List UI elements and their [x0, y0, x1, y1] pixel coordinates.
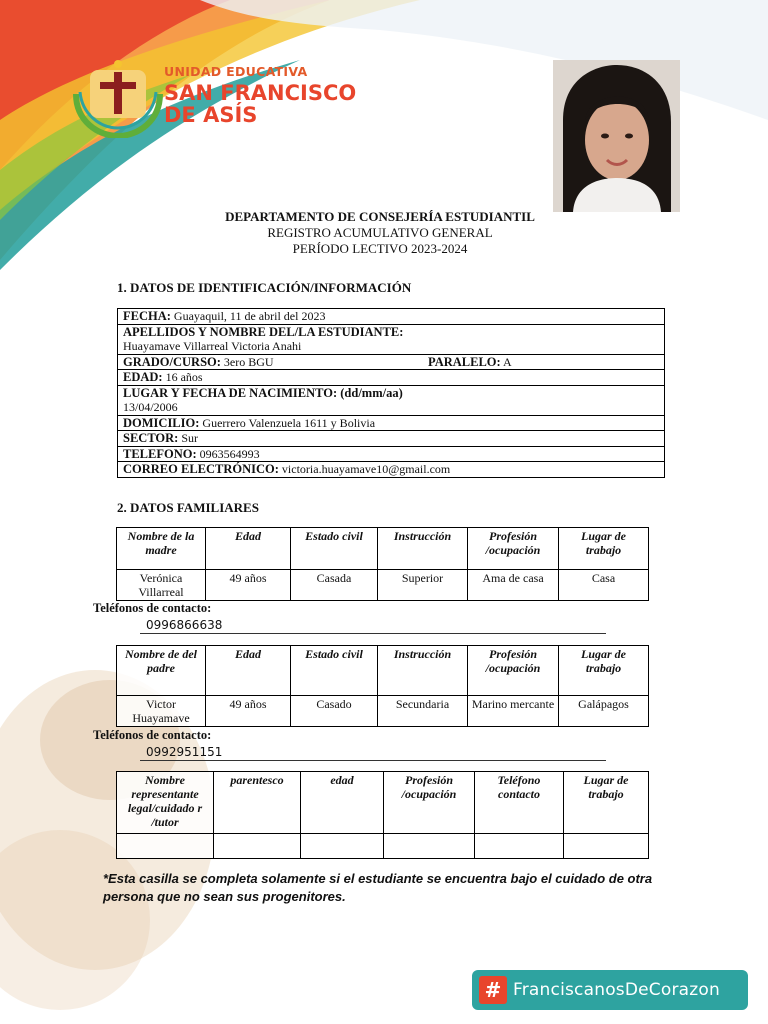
telefono-row	[118, 446, 665, 462]
mother-cell: Casa	[559, 570, 649, 601]
father-cell: Marino mercante	[468, 696, 559, 727]
paralelo-label: PARALELO:	[428, 354, 501, 369]
sector-value: Sur	[178, 431, 199, 445]
mother-header-cell: Nombre de la madre	[117, 528, 206, 570]
sector-label: SECTOR:	[123, 431, 179, 445]
edad-value: 16 años	[162, 370, 203, 384]
edad-label: EDAD:	[123, 370, 163, 384]
guardian-cell-empty	[214, 834, 301, 859]
student-photo	[553, 60, 680, 212]
grado-row	[118, 354, 665, 370]
mother-cell: 49 años	[206, 570, 291, 601]
father-cell: Galápagos	[559, 696, 649, 727]
guardian-cell-empty	[384, 834, 475, 859]
mother-header-cell: Profesión /ocupación	[468, 528, 559, 570]
father-header-cell: Profesión /ocupación	[468, 646, 559, 696]
fecha-value: Guayaquil, 11 de abril del 2023	[170, 309, 326, 323]
guardian-cell-empty	[564, 834, 649, 859]
nombre-value: Huayamave Villarreal Victoria Anahi	[123, 339, 302, 353]
department-title: DEPARTAMENTO DE CONSEJERÍA ESTUDIANTIL	[225, 209, 535, 224]
mother-header-cell: Lugar de trabajo	[559, 528, 649, 570]
mother-header-cell: Instrucción	[378, 528, 468, 570]
guardian-header-cell: edad	[301, 772, 384, 834]
grado-value: 3ero BGU	[220, 354, 274, 369]
sector-row	[118, 431, 665, 447]
registry-title: REGISTRO ACUMULATIVO GENERAL	[267, 225, 493, 240]
guardian-header-cell: parentesco	[214, 772, 301, 834]
mother-cell: Verónica Villarreal	[117, 570, 206, 601]
document-heading	[150, 209, 610, 257]
telefono-value: 0963564993	[196, 446, 260, 461]
lugar-label: LUGAR Y FECHA DE NACIMIENTO: (dd/mm/aa)	[123, 385, 403, 400]
school-name-line2: SAN FRANCISCO	[164, 80, 357, 105]
father-phone: 0992951151	[140, 744, 606, 761]
student-portrait-icon	[553, 60, 680, 212]
school-logo	[68, 56, 168, 138]
telefono-label: TELEFONO:	[123, 446, 197, 461]
nombre-row	[118, 324, 665, 354]
period-title: PERÍODO LECTIVO 2023-2024	[292, 241, 468, 256]
lugar-value: 13/04/2006	[123, 400, 178, 414]
school-crest-icon	[68, 56, 168, 138]
hashtag-banner	[472, 970, 748, 1010]
domicilio-value: Guerrero Valenzuela 1611 y Bolivia	[199, 415, 376, 430]
father-cell: 49 años	[206, 696, 291, 727]
nacimiento-row	[118, 385, 665, 415]
mother-table	[116, 527, 649, 601]
father-header-cell: Estado civil	[291, 646, 378, 696]
father-contact-label: Teléfonos de contacto:	[93, 728, 212, 742]
guardian-data-row	[117, 834, 649, 859]
school-name-line1: UNIDAD EDUCATIVA	[164, 64, 308, 79]
guardian-header-cell: Profesión /ocupación	[384, 772, 475, 834]
section2-title: 2. DATOS FAMILIARES	[117, 500, 259, 515]
domicilio-label: DOMICILIO:	[123, 415, 200, 430]
mother-header-cell: Edad	[206, 528, 291, 570]
guardian-header-row	[117, 772, 649, 834]
mother-contact-label: Teléfonos de contacto:	[93, 601, 212, 615]
hashtag-text: FranciscanosDeCorazon	[513, 980, 720, 1000]
correo-label: CORREO ELECTRÓNICO:	[123, 462, 279, 476]
fecha-row	[118, 309, 665, 325]
edad-row	[118, 370, 665, 386]
school-name	[164, 66, 356, 126]
father-cell: Victor Huayamave	[117, 696, 206, 727]
student-info-table	[117, 308, 665, 478]
correo-row	[118, 462, 665, 478]
mother-data-row	[117, 570, 649, 601]
father-header-cell: Edad	[206, 646, 291, 696]
guardian-header-cell: Lugar de trabajo	[564, 772, 649, 834]
guardian-header-cell: Teléfono contacto	[475, 772, 564, 834]
mother-cell: Ama de casa	[468, 570, 559, 601]
section1-title: 1. DATOS DE IDENTIFICACIÓN/INFORMACIÓN	[117, 280, 412, 295]
guardian-table	[116, 771, 649, 859]
correo-value: victoria.huayamave10@gmail.com	[278, 462, 451, 476]
school-name-line3: DE ASÍS	[164, 102, 258, 127]
mother-cell: Casada	[291, 570, 378, 601]
guardian-cell-empty	[475, 834, 564, 859]
domicilio-row	[118, 415, 665, 431]
father-table	[116, 645, 649, 727]
father-cell: Casado	[291, 696, 378, 727]
father-header-row	[117, 646, 649, 696]
guardian-note: *Esta casilla se completa solamente si el estudiante se encuentra bajo el cuidado de otra persona que no sean sus progenitores.	[103, 871, 653, 904]
father-header-cell: Lugar de trabajo	[559, 646, 649, 696]
grado-label: GRADO/CURSO:	[123, 354, 221, 369]
mother-cell: Superior	[378, 570, 468, 601]
father-cell: Secundaria	[378, 696, 468, 727]
mother-header-cell: Estado civil	[291, 528, 378, 570]
nombre-label: APELLIDOS Y NOMBRE DEL/LA ESTUDIANTE:	[123, 324, 404, 339]
guardian-cell-empty	[301, 834, 384, 859]
mother-phone: 0996866638	[140, 617, 606, 634]
hashtag-icon: #	[479, 976, 507, 1004]
father-data-row	[117, 696, 649, 727]
guardian-cell-empty	[117, 834, 214, 859]
guardian-header-cell: Nombre representante legal/cuidado r /tutor	[117, 772, 214, 834]
father-header-cell: Instrucción	[378, 646, 468, 696]
fecha-label: FECHA:	[123, 309, 171, 323]
paralelo-value: A	[500, 354, 512, 369]
mother-header-row	[117, 528, 649, 570]
father-header-cell: Nombre de del padre	[117, 646, 206, 696]
